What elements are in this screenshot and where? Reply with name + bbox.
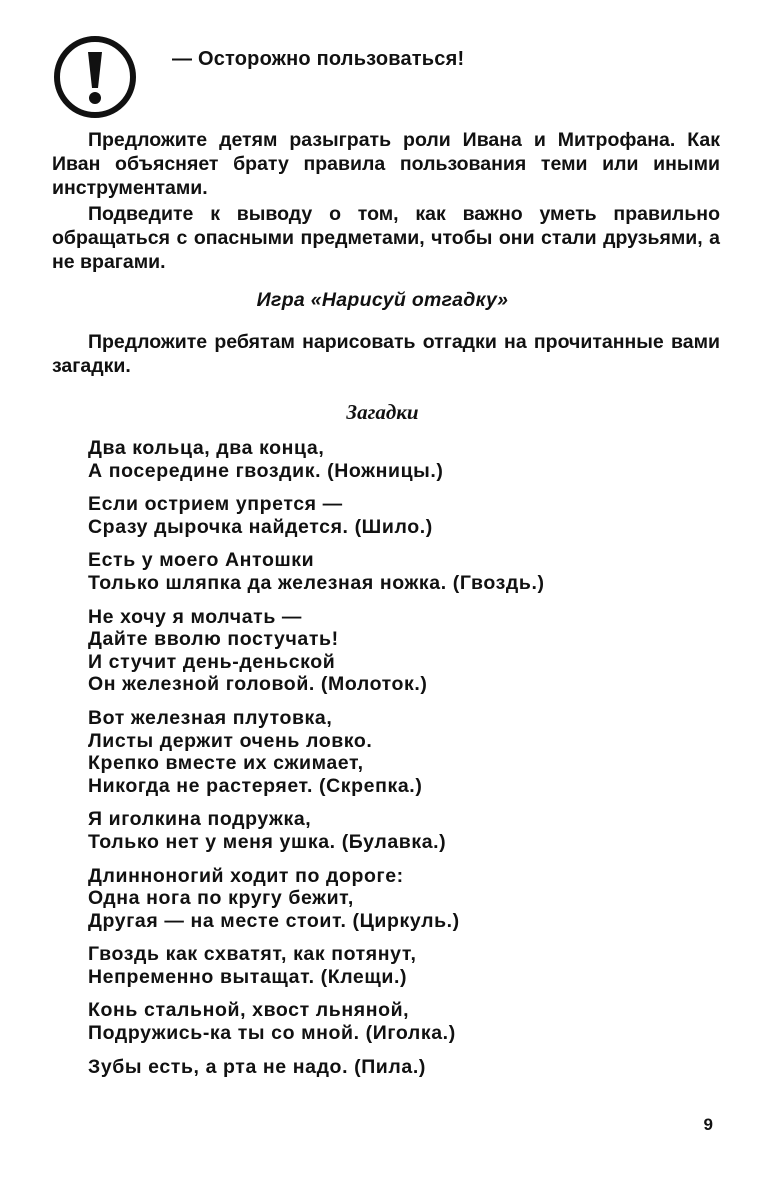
riddle-line: Зубы есть, а рта не надо. (Пила.) bbox=[88, 1055, 426, 1078]
riddle-line: Два кольца, два конца, bbox=[88, 437, 325, 459]
game-heading: Игра «Нарисуй отгадку» bbox=[256, 289, 509, 311]
warning-text: — Осторожно пользоваться! bbox=[172, 48, 465, 70]
riddle-line: Он железной головой. (Молоток.) bbox=[88, 673, 428, 696]
riddle-line: Только шляпка да железная ножка. (Гвоздь.) bbox=[88, 571, 545, 594]
riddle-stanza bbox=[88, 808, 708, 853]
riddle-stanza bbox=[88, 707, 708, 797]
riddle-line: Сразу дырочка найдется. (Шило.) bbox=[88, 515, 433, 538]
riddle-stanza bbox=[88, 493, 708, 538]
riddle-stanza bbox=[88, 999, 708, 1044]
riddle-line: Подружись-ка ты со мной. (Иголка.) bbox=[88, 1022, 456, 1045]
riddle-line: Длинноногий ходит по дороге: bbox=[88, 864, 404, 887]
riddle-line: Конь стальной, хвост льняной, bbox=[88, 999, 410, 1022]
riddle-line: Вот железная плутовка, bbox=[88, 706, 333, 729]
riddle-line: Другая — на месте стоит. (Циркуль.) bbox=[88, 909, 460, 932]
page-number: 9 bbox=[703, 1115, 713, 1134]
riddle-line: Я иголкина подружка, bbox=[88, 808, 312, 831]
riddle-line: Крепко вместе их сжимает, bbox=[88, 752, 364, 775]
riddle-line: А посередине гвоздик. (Ножницы.) bbox=[88, 459, 444, 482]
riddle-stanza bbox=[88, 606, 708, 696]
riddle-stanza bbox=[88, 943, 708, 988]
exclamation-circle-icon bbox=[52, 34, 138, 120]
riddle-line: Одна нога по кругу бежит, bbox=[88, 887, 354, 910]
riddle-line: Никогда не растеряет. (Скрепка.) bbox=[88, 774, 423, 797]
riddle-line: Если острием упрется — bbox=[88, 493, 343, 516]
riddles-list bbox=[88, 437, 708, 1089]
riddle-line: Есть у моего Антошки bbox=[88, 549, 315, 572]
paragraph-conclusion: Подведите к выводу о том, как важно уметь правильно обращаться с опасными предметами, чтобы они стали друзьями, а не врагами. bbox=[52, 203, 720, 273]
riddle-line: Дайте вволю постучать! bbox=[88, 628, 339, 651]
game-paragraph: Предложите ребятам нарисовать отгадки на прочитанные вами загадки. bbox=[52, 331, 720, 377]
riddle-stanza bbox=[88, 437, 708, 482]
game-paragraph-block bbox=[52, 330, 720, 378]
riddle-line: Не хочу я молчать — bbox=[88, 605, 303, 628]
riddle-line: Гвоздь как схватят, как потянут, bbox=[88, 943, 417, 966]
riddle-line: Листы держит очень ловко. bbox=[88, 729, 373, 752]
intro-paragraphs bbox=[52, 128, 720, 274]
riddle-stanza bbox=[88, 1056, 708, 1079]
riddle-line: Непременно вытащат. (Клещи.) bbox=[88, 965, 408, 988]
riddle-line: Только нет у меня ушка. (Булавка.) bbox=[88, 830, 447, 853]
paragraph-roles: Предложите детям разыграть роли Ивана и Митрофана. Как Иван объясняет брату правила пользования теми или иными инструментами. bbox=[52, 129, 720, 199]
warning-note bbox=[52, 34, 612, 124]
riddle-stanza bbox=[88, 865, 708, 933]
riddle-stanza bbox=[88, 549, 708, 594]
riddle-line: И стучит день-деньской bbox=[88, 650, 336, 673]
riddles-heading: Загадки bbox=[346, 400, 419, 424]
